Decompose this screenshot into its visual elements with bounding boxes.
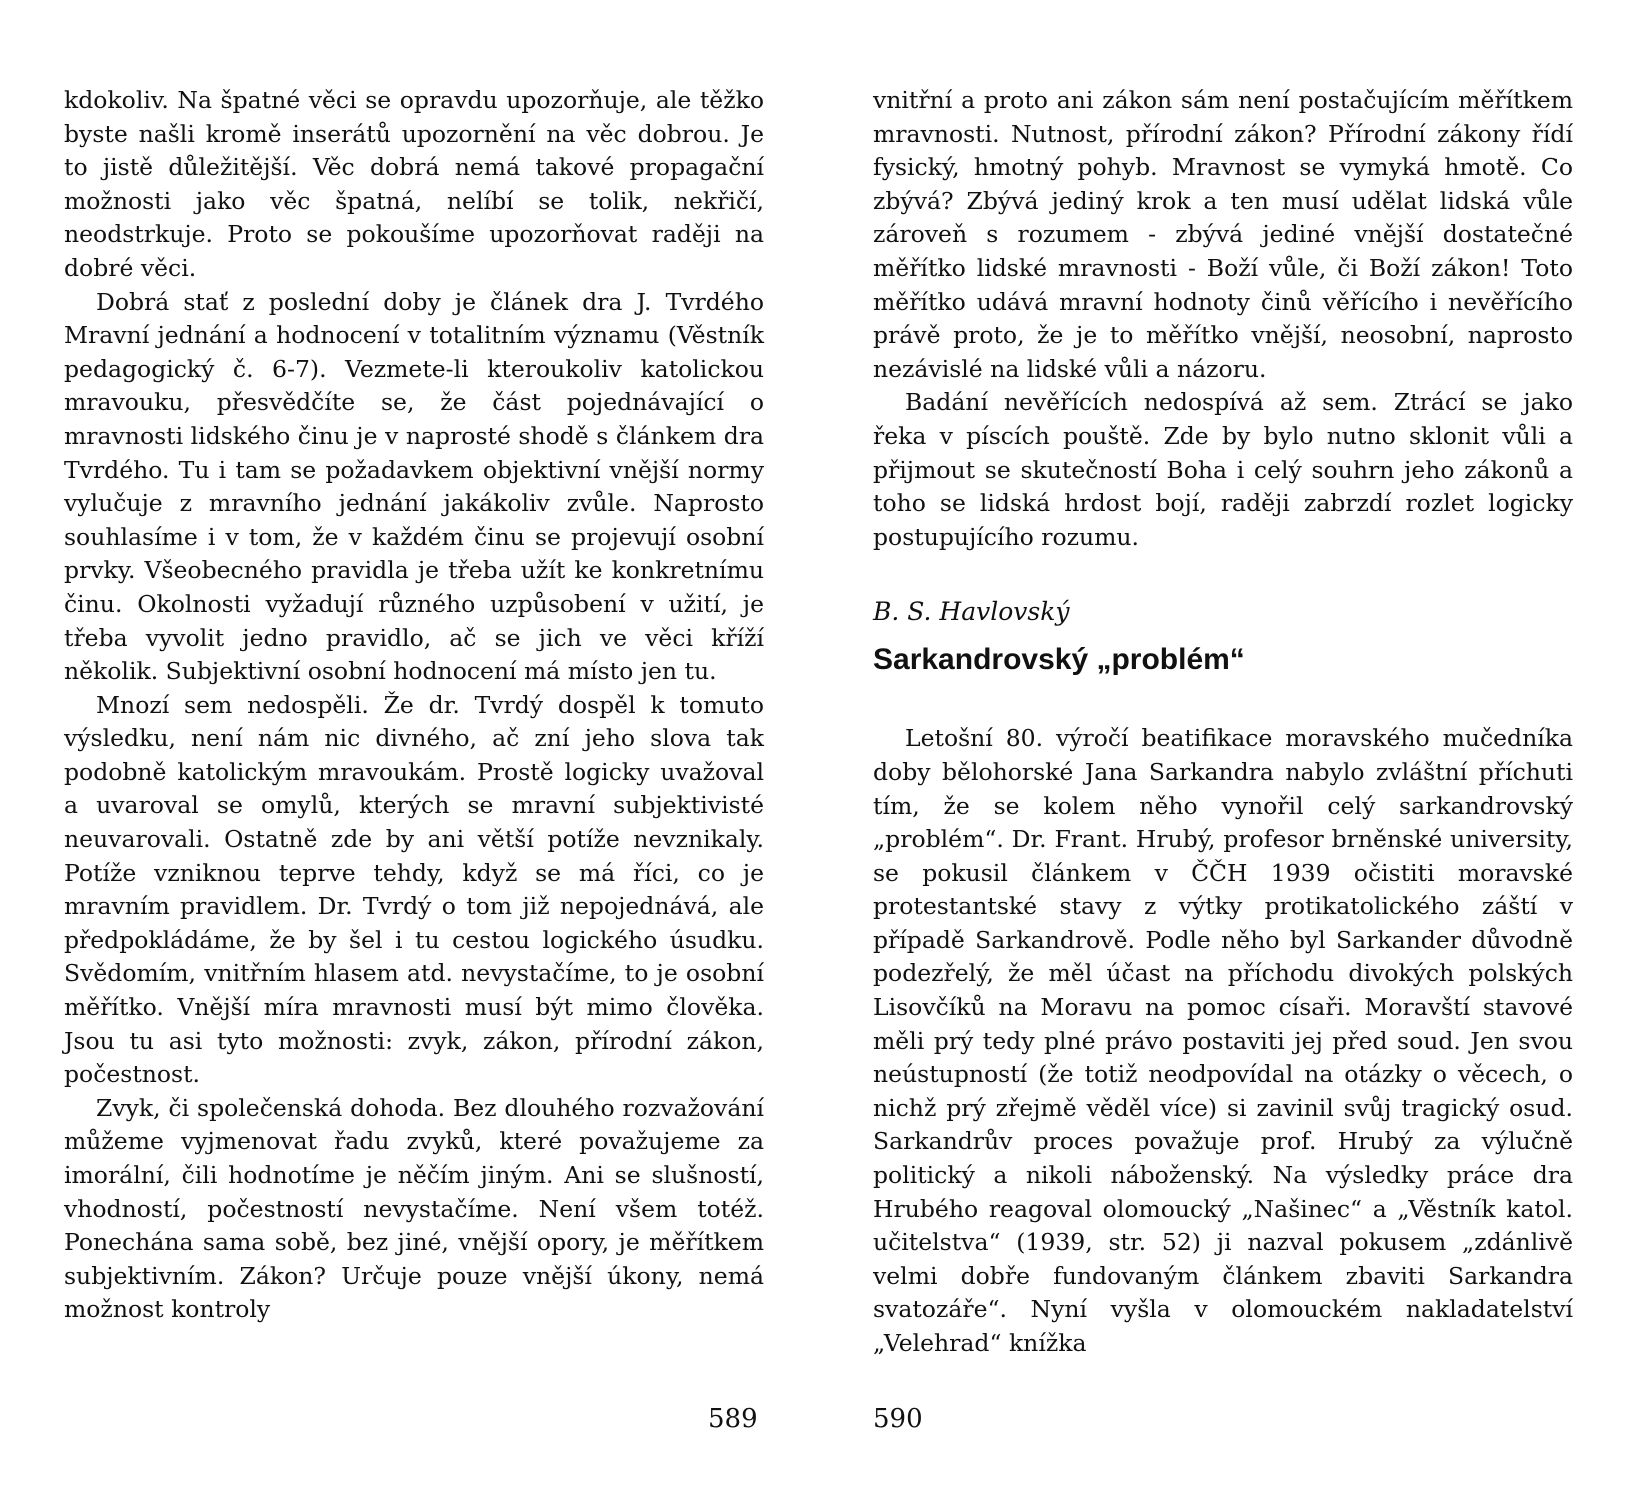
page-number-left: 589 [708, 1404, 758, 1434]
right-paragraph-2: Badání nevěřících nedospívá až sem. Ztrácí se jako řeka v píscích pouště. Zde by bylo nutno sklonit vůli a přijmout se skutečností Boha i celý souhrn jeho zákonů a toho se lidská hrdost bojí, raději zabrzdí rozlet logicky postupujícího rozumu. [873, 388, 1573, 551]
left-paragraph-4: Zvyk, či společenská dohoda. Bez dlouhého rozvažování můžeme vyjmenovat řadu zvyků, které považujeme za imorální, čili hodnotíme je něčím jiným. Ani se slušností, vhodností, počestností nevystačíme. Není všem totéž. Ponechána sama sobě, bez jiné, vnější opory, je měřítkem subjektivním. Zákon? Určuje pouze vnější úkony, nemá možnost kontroly [64, 1093, 764, 1324]
left-paragraph-2: Dobrá stať z poslední doby je článek dra J. Tvrdého Mravní jednání a hodnocení v totalitním významu (Věstník pedagogický č. 6-7). Vezmete-li kteroukoliv katolickou mravouku, přesvědčíte se, že část pojednávající o mravnosti lidského činu je v naprosté shodě s článkem dra Tvrdého. Tu i tam se požadavkem objektivní vnější normy vylučuje z mravního jednání jakákoliv zvůle. Naprosto souhlasíme i v tom, že v každém činu se projevují osobní prvky. Všeobecného pravidla je třeba užít ke konkretnímu činu. Okolnosti vyžadují různého uzpůsobení v užití, je třeba vyvolit jedno pravidlo, ač se jich ve věci kříží několik. Subjektivní osobní hodnocení má místo jen tu. [64, 287, 764, 686]
title-spacer [873, 680, 1573, 722]
right-text-column [873, 84, 1573, 1361]
right-paragraph-1: vnitřní a proto ani zákon sám není postačujícím měřítkem mravnosti. Nutnost, přírodní zákon? Přírodní zákony řídí fysický, hmotný pohyb. Mravnost se vymyká hmotě. Co zbývá? Zbývá jediný krok a ten musí udělat lidská vůle zároveň s rozumem - zbývá jediné vnější dostatečné měřítko lidské mravnosti - Boží vůle, či Boží zákon! Toto měřítko udává mravní hodnoty činů věřícího i nevěřícího právě proto, že je to měřítko vnější, neosobní, naprosto nezávislé na lidské vůli a názoru. [873, 86, 1573, 383]
section-spacer [873, 554, 1573, 594]
left-text-column [64, 84, 764, 1327]
left-paragraph-3: Mnozí sem nedospěli. Že dr. Tvrdý dospěl k tomuto výsledku, není nám nic divného, ač zní jeho slova tak podobně katolickým mravoukám. Prostě logicky uvažoval a uvaroval se omylů, kterých se mravní subjektivisté neuvarovali. Ostatně zde by ani větší potíže nevznikaly. Potíže vzniknou teprve tehdy, když se má říci, co je mravním pravidlem. Dr. Tvrdý o tom již nepojednává, ale předpokládáme, že by šel i tu cestou logického úsudku. Svědomím, vnitřním hlasem atd. nevystačíme, to je osobní měřítko. Vnější míra mravnosti musí být mimo člověka. Jsou tu asi tyto možnosti: zvyk, zákon, přírodní zákon, počestnost. [64, 690, 764, 1089]
article-title: Sarkandrovský „problém“ [873, 643, 1245, 677]
left-paragraph-1: kdokoliv. Na špatné věci se opravdu upozorňuje, ale těžko byste našli kromě inserátů upozornění na věc dobrou. Je to jistě důležitější. Věc dobrá nemá takové propagační možnosti jako věc špatná, nelíbí se tolik, nekřičí, neodstrkuje. Proto se pokoušíme upozorňovat raději na dobré věci. [64, 86, 764, 282]
right-page [813, 0, 1626, 1500]
article-author: B. S. Havlovský [873, 597, 1070, 627]
article-paragraph-1: Letošní 80. výročí beatifikace moravského mučedníka doby bělohorské Jana Sarkandra nabylo zvláštní příchuti tím, že se kolem něho vynořil celý sarkandrovský „problém“. Dr. Frant. Hrubý, profesor brněnské university, se pokusil článkem v ČČH 1939 očistiti moravské protestantské stavy z výtky protikatolického záští v případě Sarkandrově. Podle něho byl Sarkander důvodně podezřelý, že měl účast na příchodu divokých polských Lisovčíků na Moravu na pomoc císaři. Moravští stavové měli prý tedy plné právo postaviti jej před soud. Jen svou neústupností (že totiž neodpovídal na otázky o věcech, o nichž prý zřejmě věděl více) si zavinil svůj tragický osud. Sarkandrův proces považuje prof. Hrubý za výlučně politický a nikoli náboženský. Na výsledky práce dra Hrubého reagoval olomoucký „Našinec“ a „Věstník katol. učitelstva“ (1939, str. 52) ji nazval pokusem „zdánlivě velmi dobře fundovaným článkem zbaviti Sarkandra svatozáře“. Nyní vyšla v olomouckém nakladatelství „Velehrad“ knížka [873, 724, 1573, 1357]
page-number-right: 590 [873, 1404, 923, 1434]
